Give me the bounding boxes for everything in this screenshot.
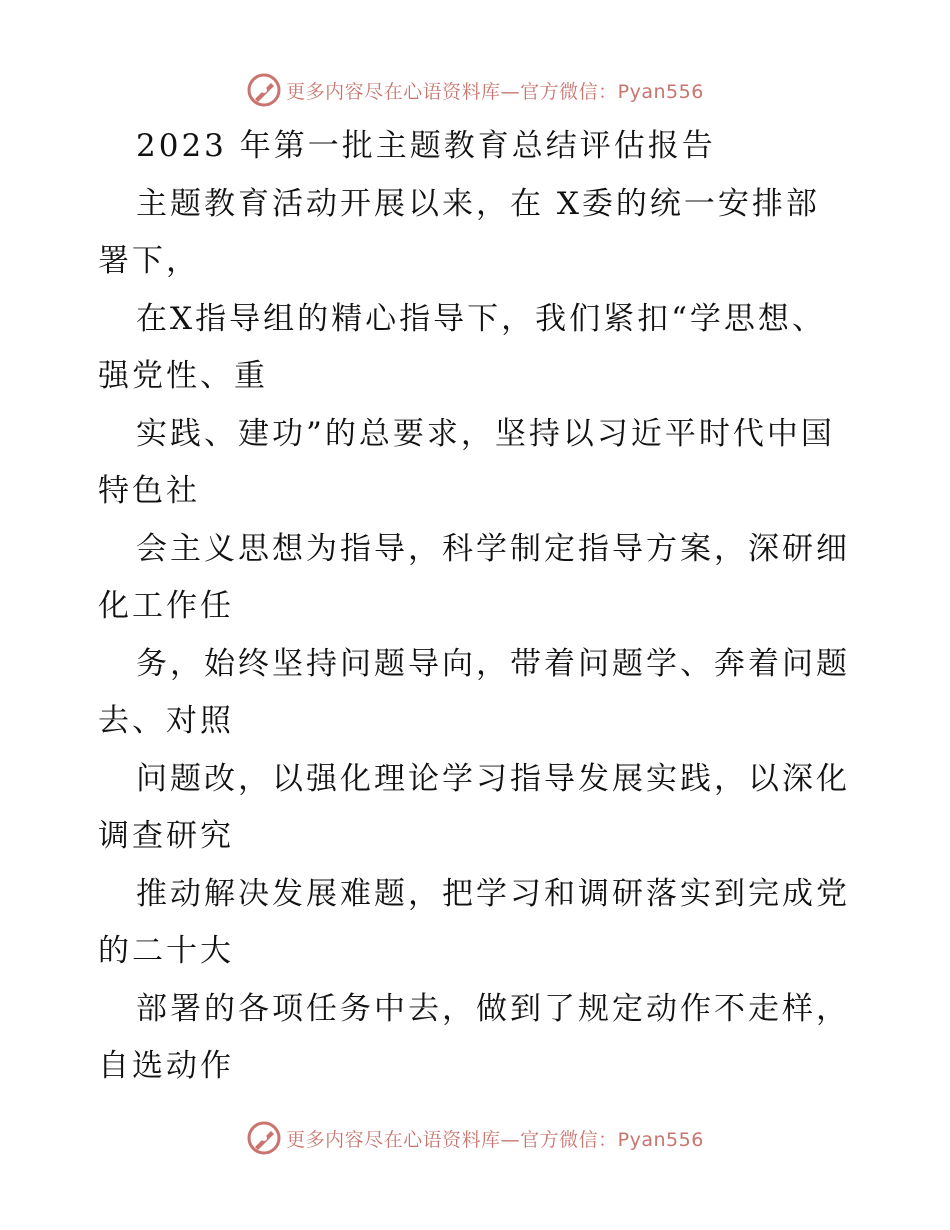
paragraph-line: 部署的各项任务中去，做到了规定动作不走样， xyxy=(136,990,850,1027)
pen-logo-icon xyxy=(246,1120,282,1156)
paragraph-line: 在X指导组的精心指导下，我们紧扣“学思想、 xyxy=(136,300,826,337)
watermark-header xyxy=(0,70,950,110)
paragraph-line: 去、对照 xyxy=(98,703,234,739)
paragraph-line: 特色社 xyxy=(98,473,200,509)
paragraph-line: 的二十大 xyxy=(98,933,234,969)
watermark-footer xyxy=(0,1118,950,1158)
paragraph-line: 化工作任 xyxy=(98,588,234,624)
watermark-text: 更多内容尽在心语资料库—官方微信：Pyan556 xyxy=(286,1128,704,1151)
watermark-text: 更多内容尽在心语资料库—官方微信：Pyan556 xyxy=(286,80,704,103)
paragraph-line: 实践、建功”的总要求，坚持以习近平时代中国 xyxy=(136,415,835,452)
paragraph-line: 署下， xyxy=(98,243,200,279)
pen-logo-icon xyxy=(246,72,282,108)
paragraph-line: 调查研究 xyxy=(98,818,234,854)
paragraph-line: 会主义思想为指导，科学制定指导方案，深研细 xyxy=(136,530,850,567)
paragraph-line: 问题改，以强化理论学习指导发展实践，以深化 xyxy=(136,760,850,797)
paragraph-line: 推动解决发展难题，把学习和调研落实到完成党 xyxy=(136,875,850,912)
document-body xyxy=(98,118,858,1096)
document-title: 2023 年第一批主题教育总结评估报告 xyxy=(136,128,716,164)
paragraph-line: 务，始终坚持问题导向，带着问题学、奔着问题 xyxy=(136,645,850,682)
paragraph-line: 主题教育活动开展以来，在 X委的统一安排部 xyxy=(136,185,820,222)
paragraph-line: 强党性、重 xyxy=(98,358,268,394)
paragraph-line: 自选动作 xyxy=(98,1048,234,1084)
